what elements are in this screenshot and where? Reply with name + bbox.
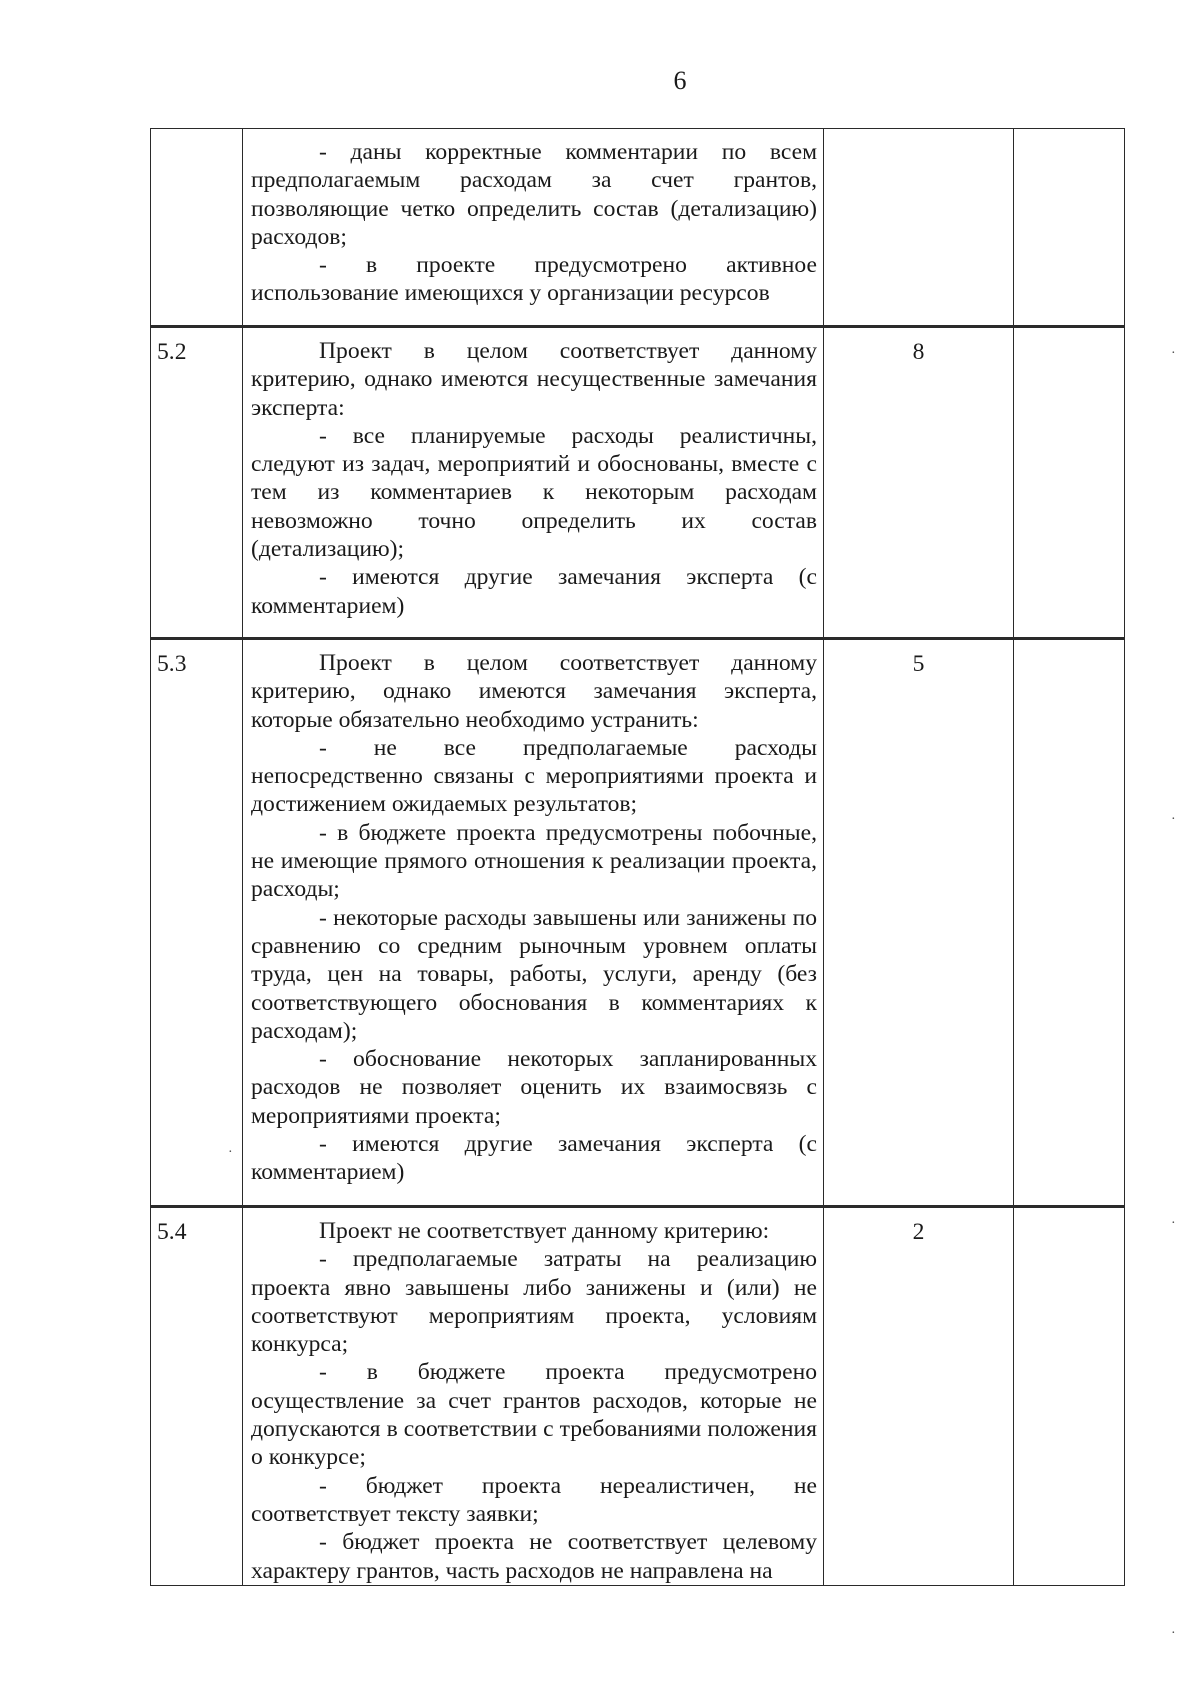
table-row (151, 327, 1125, 639)
criterion-score: 8 (824, 327, 1014, 639)
criterion-description (243, 639, 824, 1207)
description-paragraph: - в проекте предусмотрено активное использование имеющихся у организации ресурсов (251, 252, 817, 307)
description-paragraph: - имеются другие замечания эксперта (с комментарием) (251, 564, 817, 619)
criterion-score: 5 (824, 639, 1014, 1207)
table-row (151, 639, 1125, 1207)
description-paragraph: - обоснование некоторых запланированных расходов не позволяет оценить их взаимосвязь с мероприятиями проекта; (251, 1046, 817, 1129)
description-paragraph: - не все предполагаемые расходы непосредственно связаны с мероприятиями проекта и достижением ожидаемых результатов; (251, 734, 817, 818)
criteria-table (150, 128, 1125, 1586)
description-paragraph: Проект в целом соответствует данному критерию, однако имеются замечания эксперта, которые обязательно необходимо устранить: (251, 650, 817, 733)
criterion-number: 5.4 (151, 1207, 243, 1586)
table-row (151, 1207, 1125, 1586)
criterion-description (243, 327, 824, 639)
criterion-number: 5.2 (151, 327, 243, 639)
description-paragraph: - некоторые расходы завышены или занижены по сравнению со средним рыночным уровнем оплаты труда, цен на товары, работы, услуги, аренду (без соответствующего обоснования в комментариях к расходам); (251, 904, 817, 1044)
description-paragraph: - бюджет проекта не соответствует целевому характеру грантов, часть расходов не направлена на (251, 1529, 817, 1584)
empty-cell (1014, 327, 1125, 639)
criterion-number: 5.3 (151, 639, 243, 1207)
description-paragraph: - бюджет проекта нереалистичен, не соответствует тексту заявки; (251, 1472, 817, 1527)
criterion-description (243, 129, 824, 327)
table-row (151, 129, 1125, 327)
page-number: 6 (673, 66, 687, 95)
description-paragraph: - все планируемые расходы реалистичны, следуют из задач, мероприятий и обоснованы, вместе с тем из комментариев к некоторым расходам невозможно точно определить их состав (детализацию); (251, 422, 817, 563)
empty-cell (1014, 639, 1125, 1207)
criterion-score: 2 (824, 1207, 1014, 1586)
description-paragraph: Проект в целом соответствует данному критерию, однако имеются несущественные замечания эксперта: (251, 338, 817, 421)
description-paragraph: - имеются другие замечания эксперта (с комментарием) (251, 1131, 817, 1186)
description-paragraph: Проект не соответствует данному критерию: (319, 1218, 770, 1244)
description-paragraph: - предполагаемые затраты на реализацию проекта явно завышены либо занижены и (или) не соответствуют мероприятиям проекта, условиям конкурса; (251, 1246, 817, 1358)
scan-mark: · (1171, 1216, 1176, 1231)
description-paragraph: - в бюджете проекта предусмотрено осуществление за счет грантов расходов, которые не допускаются в соответствии с требованиями положения о конкурсе; (251, 1359, 817, 1471)
description-paragraph: - в бюджете проекта предусмотрены побочные, не имеющие прямого отношения к реализации проекта, расходы; (251, 819, 817, 903)
scan-mark: · (1171, 346, 1176, 361)
scan-mark: · (1171, 1626, 1176, 1641)
description-paragraph: - даны корректные комментарии по всем предполагаемым расходам за счет грантов, позволяющие четко определить состав (детализацию) расходов; (251, 139, 817, 250)
criterion-number (151, 129, 243, 327)
scan-mark: · (1171, 812, 1176, 827)
scan-mark: · (228, 1145, 233, 1160)
criterion-score (824, 129, 1014, 327)
empty-cell (1014, 129, 1125, 327)
empty-cell (1014, 1207, 1125, 1586)
criterion-description (243, 1207, 824, 1586)
